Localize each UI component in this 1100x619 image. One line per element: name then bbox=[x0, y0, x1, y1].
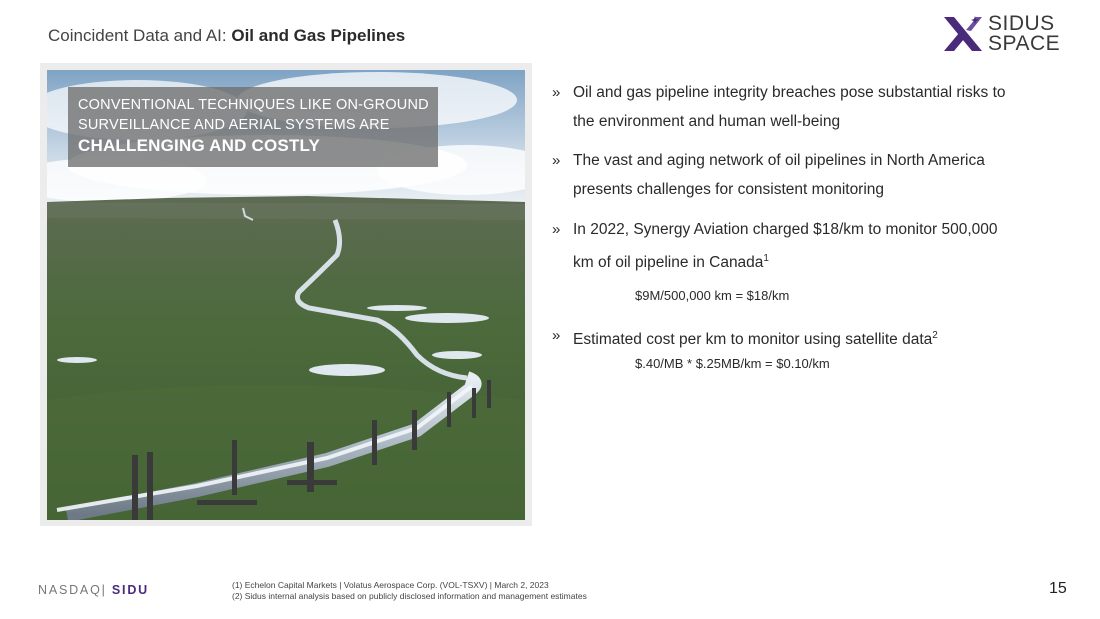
ticker-symbol: SIDU bbox=[106, 583, 149, 597]
bullet-marker: » bbox=[552, 221, 561, 238]
sidus-x-star-icon bbox=[942, 13, 986, 57]
callout-line-2: SURVEILLANCE AND AERIAL SYSTEMS ARE bbox=[78, 117, 390, 133]
bullet-item bbox=[552, 321, 938, 354]
bullet-text: Oil and gas pipeline integrity breaches pose substantial risks to the environment and human well-being bbox=[573, 84, 1006, 130]
title-prefix: Coincident Data and AI: bbox=[48, 26, 232, 45]
footnotes bbox=[232, 580, 587, 602]
cost-formula-aviation: $9M/500,000 km = $18/km bbox=[635, 288, 790, 303]
footnote-ref: 2 bbox=[932, 330, 938, 341]
callout-line-1: CONVENTIONAL TECHNIQUES LIKE ON-GROUND bbox=[78, 97, 429, 113]
footnote-ref: 1 bbox=[763, 253, 769, 264]
bullet-item bbox=[552, 215, 1012, 277]
bullet-item bbox=[552, 78, 1012, 136]
exchange-label: NASDAQ| bbox=[38, 583, 107, 597]
bullet-text: The vast and aging network of oil pipelines in North America presents challenges for consistent monitoring bbox=[573, 152, 985, 198]
cost-formula-satellite: $.40/MB * $.25MB/km = $0.10/km bbox=[635, 356, 830, 371]
stock-ticker bbox=[38, 583, 149, 597]
logo-line-1: SIDUS bbox=[988, 12, 1055, 35]
sidus-space-logo bbox=[942, 13, 1062, 57]
bullet-marker: » bbox=[552, 152, 561, 169]
footnote-1: (1) Echelon Capital Markets | Volatus Aerospace Corp. (VOL-TSXV) | March 2, 2023 bbox=[232, 580, 549, 590]
bullet-marker: » bbox=[552, 84, 561, 101]
logo-line-2: SPACE bbox=[988, 32, 1061, 55]
bullet-text: Estimated cost per km to monitor using satellite data bbox=[573, 331, 933, 349]
bullet-item bbox=[552, 146, 1012, 204]
bullet-list bbox=[552, 78, 1012, 371]
callout-line-3: CHALLENGING AND COSTLY bbox=[78, 136, 321, 155]
title-bold: Oil and Gas Pipelines bbox=[231, 26, 406, 45]
logo-wordmark bbox=[988, 14, 1060, 54]
bullet-text: In 2022, Synergy Aviation charged $18/km to monitor 500,000 km of oil pipeline in Canada bbox=[573, 221, 998, 272]
footnote-2: (2) Sidus internal analysis based on publicly disclosed information and management estimates bbox=[232, 591, 587, 601]
slide-title bbox=[48, 26, 405, 46]
bullet-marker: » bbox=[552, 327, 561, 344]
photo-callout-box bbox=[68, 87, 438, 167]
page-number: 15 bbox=[1049, 580, 1067, 597]
